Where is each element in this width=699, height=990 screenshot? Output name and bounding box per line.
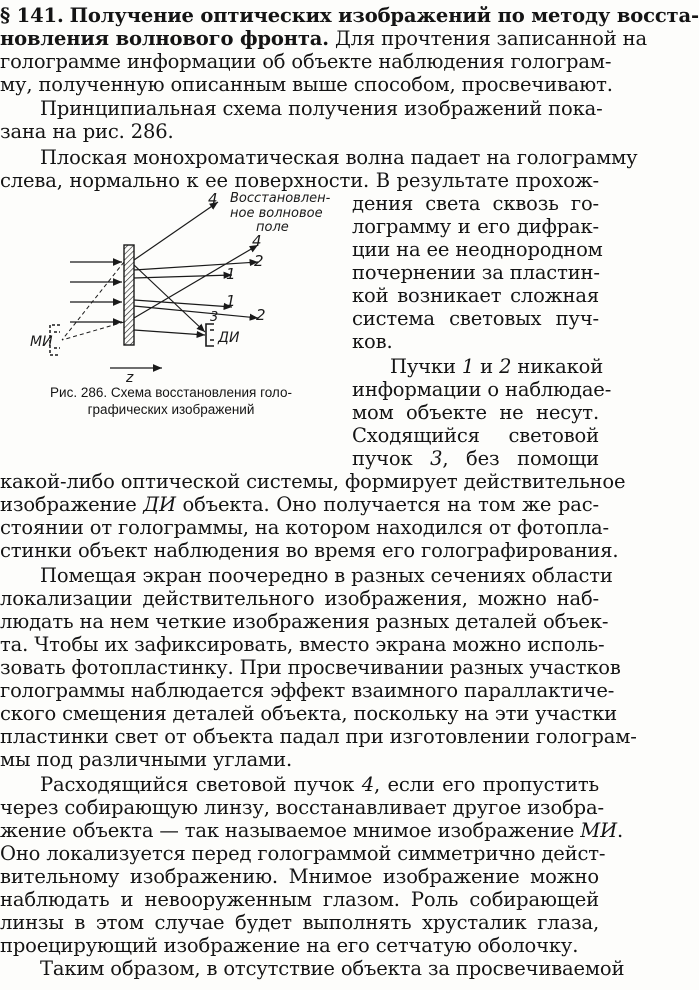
label-beam-4-bottom: 4: [252, 232, 262, 250]
heading-line-1: [0, 4, 699, 27]
section-title-part-1: Получение оптических изображений по методу восста-: [69, 4, 699, 27]
paragraph-line: зана на рис. 286.: [0, 120, 174, 143]
paragraph-line: Таким образом, в отсутствие объекта за просвечиваемой: [40, 957, 625, 980]
paragraph-line: линзы в этом случае будет выполнять хрусталик глаза,: [0, 911, 599, 934]
label-wave-2: ное волновое: [230, 206, 323, 221]
paragraph-line: голограмме информации об объекте наблюдения голограм-: [0, 50, 612, 73]
hologram-plate: [124, 245, 134, 345]
paragraph-line: ции на ее неоднородном: [352, 238, 603, 261]
paragraph-line: пучок 3, без помощи: [352, 447, 599, 470]
real-image-marker: [206, 324, 214, 346]
paragraph-line: мом объекте не несут.: [352, 401, 599, 424]
paragraph-line: дения света сквозь го-: [352, 192, 599, 215]
virtual-image-rays: [62, 262, 124, 340]
paragraph-line: ков.: [352, 330, 393, 353]
paragraph-line: информации о наблюдае-: [352, 378, 612, 401]
label-z-axis: z: [126, 370, 134, 386]
figure-caption-line-1: Рис. 286. Схема восстановления голо-: [50, 385, 292, 400]
paragraph-line: Плоская монохроматическая волна падает на голограмму: [40, 146, 638, 169]
heading-line-2: [0, 27, 647, 50]
paragraph-line: какой-либо оптической системы, формирует действительное: [0, 470, 626, 493]
paragraph-line: Помещая экран поочередно в разных сечениях области: [40, 564, 613, 587]
paragraph-line: стоянии от голограммы, на котором находился от фотопла-: [0, 516, 609, 539]
label-real-image: ДИ: [218, 330, 240, 346]
paragraph-line: почернении за пластин-: [352, 261, 600, 284]
paragraph-line: система световых пуч-: [352, 307, 599, 330]
paragraph-line: лограмму и его дифрак-: [352, 215, 599, 238]
paragraph-line: жение объекта — так называемое мнимое изображение МИ.: [0, 819, 623, 842]
paragraph-line: Оно локализуется перед голограммой симметрично дейст-: [0, 842, 606, 865]
paragraph-line: через собирающую линзу, восстанавливает другое изобра-: [0, 796, 604, 819]
beam-3-arrows: [134, 265, 205, 335]
paragraph-line: та. Чтобы их зафиксировать, вместо экрана можно исполь-: [0, 633, 605, 656]
paragraph-line: людать на нем четкие изображения разных деталей объек-: [0, 610, 609, 633]
label-beam-1-bottom: 1: [226, 292, 236, 310]
paragraph-line: ского смещения деталей объекта, поскольку на эти участки: [0, 702, 617, 725]
label-beam-1-top: 1: [226, 265, 236, 283]
incident-wave-arrows: [70, 262, 122, 322]
paragraph-line: вительному изображению. Мнимое изображение можно: [0, 865, 599, 888]
paragraph-line: проецирующий изображение на его сетчатую оболочку.: [0, 934, 579, 957]
label-beam-4-top: 4: [208, 190, 218, 208]
paragraph-line: наблюдать и невооруженным глазом. Роль собирающей: [0, 888, 599, 911]
figure-caption-line-2: графических изображений: [87, 402, 255, 417]
paragraph-line: стинки объект наблюдения во время его голографирования.: [0, 539, 619, 562]
hologram-diagram: [30, 190, 350, 386]
paragraph-line: мы под различными углами.: [0, 748, 293, 771]
label-beam-2-top: 2: [254, 252, 264, 270]
paragraph-line: Принципиальная схема получения изображений пока-: [40, 97, 603, 120]
label-wave-1: Восстановлен-: [230, 191, 331, 206]
paragraph-line: голограммы наблюдается эффект взаимного параллактиче-: [0, 679, 615, 702]
label-beam-2-bottom: 2: [256, 306, 266, 324]
paragraph-line: му, полученную описанным выше способом, просвечивают.: [0, 73, 613, 96]
paragraph-line: Сходящийся световой: [352, 424, 599, 447]
paragraph-line: слева, нормально к ее поверхности. В результате прохож-: [0, 169, 599, 192]
section-title-part-2: новления волнового фронта.: [0, 27, 329, 50]
paragraph-line: Расходящийся световой пучок 4, если его пропустить: [40, 773, 599, 796]
label-wave-3: поле: [256, 220, 289, 235]
section-number: § 141.: [0, 4, 64, 27]
paragraph-line: зовать фотопластинку. При просвечивании разных участков: [0, 656, 621, 679]
paragraph-line: пластинки свет от объекта падал при изготовлении голограм-: [0, 725, 637, 748]
paragraph-line: локализации действительного изображения, можно наб-: [0, 587, 599, 610]
label-beam-3: 3: [210, 310, 219, 325]
label-virtual-image: МИ: [30, 334, 53, 350]
paragraph-1-start: Для прочтения записанной на: [334, 27, 647, 50]
beam-1-2-arrows: [134, 262, 258, 318]
paragraph-line: кой возникает сложная: [352, 284, 599, 307]
paragraph-line: Пучки 1 и 2 никакой: [390, 355, 604, 378]
paragraph-line: изображение ДИ объекта. Оно получается на том же рас-: [0, 493, 599, 516]
